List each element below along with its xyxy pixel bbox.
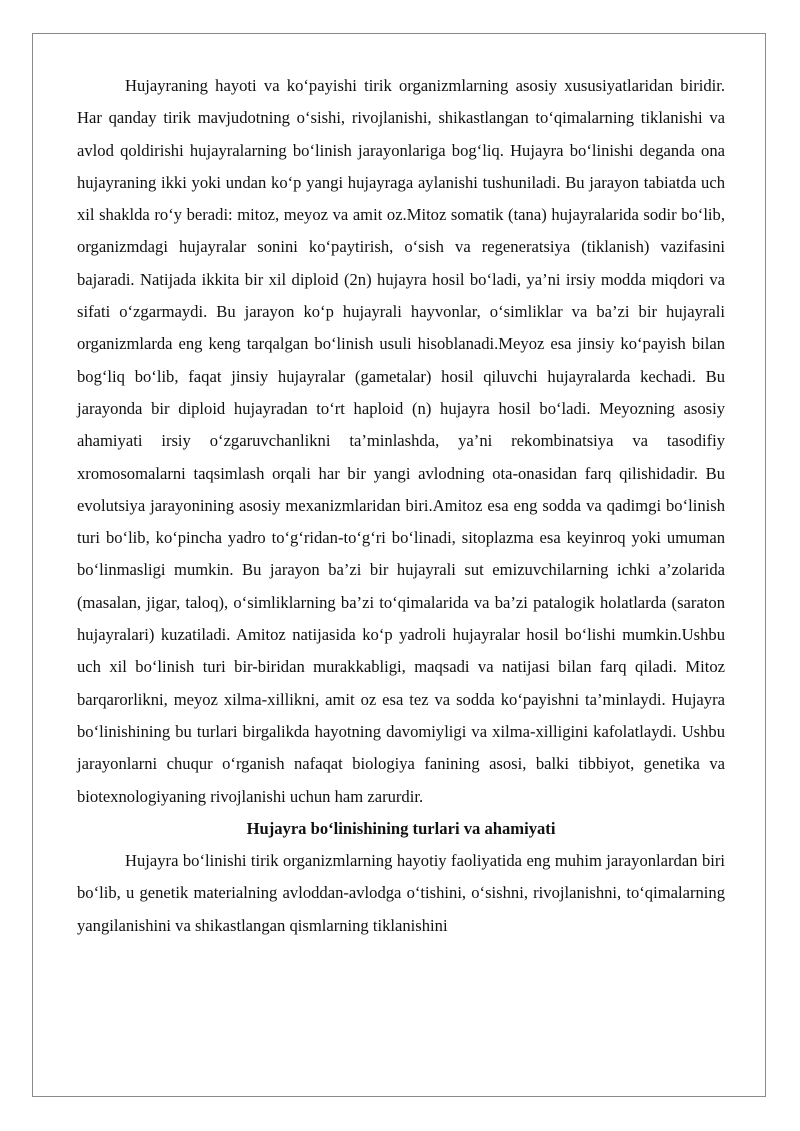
section-heading: Hujayra bo‘linishining turlari va ahamiyati: [246, 818, 556, 838]
body-paragraph-intro: Hujayraning hayoti va ko‘payishi tirik organizmlarning asosiy xususiyatlaridan biridir. Har qanday tirik mavjudotning o‘sishi, rivojlanishi, shikastlangan to‘qimalarning tiklanishi va avlod qoldirishi hujayralarning bo‘linish jarayonlariga bog‘liq. Hujayra bo‘linishi deganda ona hujayraning ikki yoki undan ko‘p yangi hujayraga aylanishi tushuniladi. Bu jarayon tabiatda uch xil shaklda ro‘y beradi: mitoz, meyoz va amit oz.Mitoz somatik (tana) hujayralarida sodir bo‘lib, organizmdagi hujayralar sonini ko‘paytirish, o‘sish va regeneratsiya (tiklanish) vazifasini bajaradi. Natijada ikkita bir xil diploid (2n) hujayra hosil bo‘ladi, ya’ni irsiy modda miqdori va sifati o‘zgarmaydi. Bu jarayon ko‘p hujayrali hayvonlar, o‘simliklar va ba’zi bir hujayrali organizmlarda eng keng tarqalgan bo‘linish usuli hisoblanadi.Meyoz esa jinsiy ko‘payish bilan bog‘liq bo‘lib, faqat jinsiy hujayralar (gametalar) hosil qiluvchi hujayralarda kechadi. Bu jarayonda bir diploid hujayradan to‘rt haploid (n) hujayra hosil bo‘ladi. Meyozning asosiy ahamiyati irsiy o‘zgaruvchanlikni ta’minlashda, ya’ni rekombinatsiya va tasodifiy xromosomalarni taqsimlash orqali har bir yangi avlodning ota-onasidan farq qilishidadir. Bu evolutsiya jarayonining asosiy mexanizmlaridan biri.Amitoz esa eng sodda va qadimgi bo‘linish turi bo‘lib, ko‘pincha yadro to‘g‘ridan-to‘g‘ri bo‘linadi, sitoplazma esa keyinroq yoki umuman bo‘linmasligi mumkin. Bu jarayon ba’zi bir hujayrali sut emizuvchilarning ichki a’zolarida (masalan, jigar, taloq), o‘simliklarning ba’zi to‘qimalarida va ba’zi patalogik holatlarda (saraton hujayralari) kuzatiladi. Amitoz natijasida ko‘p yadroli hujayralar hosil bo‘lishi mumkin.Ushbu uch xil bo‘linish turi bir-biridan murakkabligi, maqsadi va natijasi bilan farq qiladi. Mitoz barqarorlikni, meyoz xilma-xillikni, amit oz esa tez va sodda ko‘payishni ta’minlaydi. Hujayra bo‘linishining bu turlari birgalikda hayotning davomiyligi va xilma-xilligini kafolatlaydi. Ushbu jarayonlarni chuqur o‘rganish nafaqat biologiya fanining asosi, balki tibbiyot, genetika va biotexnologiyaning rivojlanishi uchun ham zarurdir.: [77, 76, 725, 806]
document-body: [77, 70, 725, 942]
body-paragraph-section: Hujayra bo‘linishi tirik organizmlarning hayotiy faoliyatida eng muhim jarayonlardan biri bo‘lib, u genetik materialning avloddan-avlodga o‘tishini, o‘sishni, rivojlanishni, to‘qimalarning yangilanishini va shikastlangan qismlarning tiklanishini: [77, 851, 725, 935]
